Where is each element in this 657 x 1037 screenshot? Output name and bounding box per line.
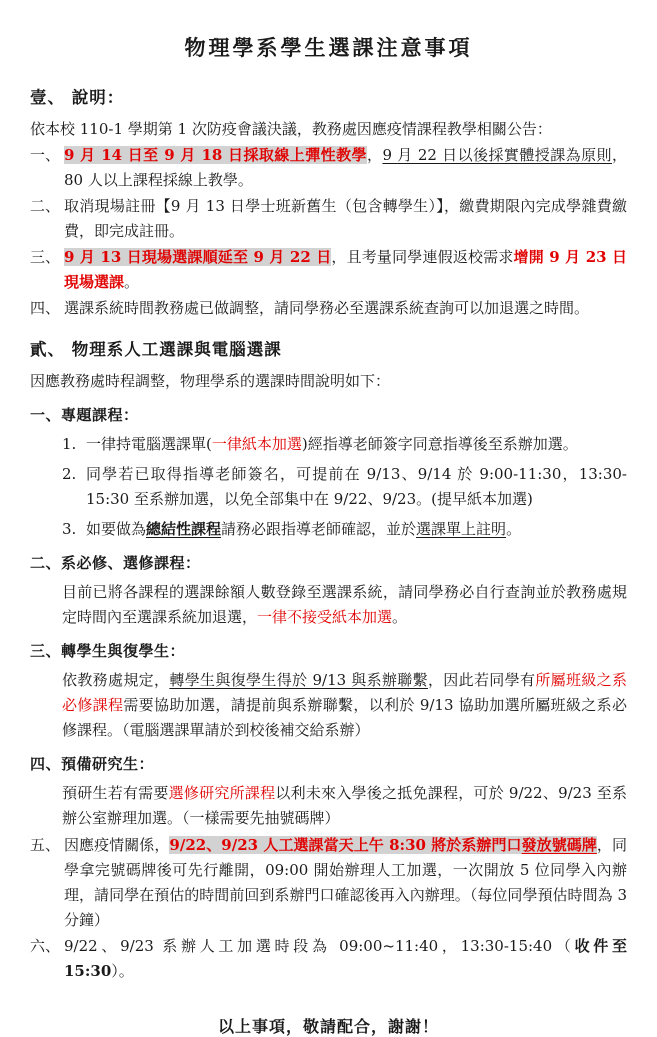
section-2-heading: [30, 336, 627, 360]
text-run: 三、轉學生與復學生：: [30, 642, 186, 660]
text-run: 發放號碼牌: [521, 836, 597, 854]
text-run: 以利未來入學後之抵免課程，可於 9/22、9/23 至系辦公室辦理加選。（一樣需要先抽號碼牌）: [62, 784, 627, 827]
text-run: 依本校 110-1 學期第 1 次防疫會議決議，教務處因應疫情課程教學相關公告：: [30, 120, 552, 138]
list-marker: 一、: [30, 146, 61, 164]
list-marker: 五、: [30, 836, 61, 854]
text-run: ，且考量同學連假返校需求: [331, 248, 514, 266]
text-run: ，: [366, 146, 383, 164]
text-run: ，因此若同學有: [427, 671, 536, 689]
text-run: ，同學拿完號碼牌後可先行離開，09:00 開始辦理人工加選，一次開放 5 位同學入內辦理，請同學在預估的時間前回到系辦門口確認後再入內辦理。（每位同學預估時間為 3 分鐘）: [64, 836, 627, 929]
section-2-intro: [30, 369, 627, 394]
list-marker: 1.: [62, 435, 77, 453]
text-run: 9 月 22 日以後採實體授課為原則: [382, 146, 612, 164]
transfer-students-paragraph: [62, 668, 627, 743]
section-1-heading: [30, 84, 627, 108]
text-run: 一、專題課程：: [30, 406, 139, 424]
text-run: 同學若已取得指導老師簽名，可提前在 9/13、9/14 於 9:00-11:30，13:30-15:30 至系辦加選，以免全部集中在 9/22、9/23。(提早紙本加選): [86, 465, 627, 508]
notice-item-1: [30, 143, 627, 193]
block-content: [30, 340, 282, 359]
text-run: 預研生若有需要: [62, 784, 169, 802]
block-content: [64, 833, 627, 933]
text-run: 一律紙本加選: [211, 435, 302, 453]
block-content: [86, 462, 627, 512]
text-run: 選課單上註明: [416, 520, 507, 538]
notice-item-2: [30, 194, 627, 244]
text-run: 請務必跟指導老師確認，並於: [221, 520, 417, 538]
text-run: 一律持電腦選課單(: [86, 435, 212, 453]
text-run: 需要協助加選，請提前與系辦聯繫，以利於 9/13 協助加選所屬班級之系必修課程。（電腦選課單請於到校後補交給系辦）: [62, 696, 627, 739]
subsection-project-courses-heading: [30, 404, 627, 426]
list-marker: 六、: [30, 937, 61, 955]
block-content: [62, 671, 627, 739]
text-run: 四、預備研究生：: [30, 755, 155, 773]
text-run: 取消現場註冊【9 月 13 日學士班新舊生（包含轉學生）】，繳費期限內完成學雜費繳費，即完成註冊。: [64, 197, 627, 240]
text-run: 貳、 物理系人工選課與電腦選課: [30, 340, 282, 359]
document-body: [30, 84, 627, 984]
project-course-item-3: [62, 517, 627, 542]
block-content: [30, 642, 185, 660]
block-content: [30, 554, 201, 572]
subsection-required-elective-heading: [30, 552, 627, 574]
text-run: 因應疫情關係，: [64, 836, 170, 854]
text-run: 壹、 說明：: [30, 88, 125, 107]
block-content: [30, 120, 552, 138]
list-marker: 3.: [62, 520, 77, 538]
section-1-intro: [30, 117, 627, 142]
text-run: 9 月 14 日至 9 月 18 日採取線上彈性教學: [64, 146, 367, 164]
block-content: [62, 784, 627, 827]
list-marker: 三、: [30, 248, 61, 266]
subsection-pre-grad-heading: [30, 753, 627, 775]
closing-line: 以上事項，敬請配合，謝謝！: [217, 1017, 439, 1036]
list-marker: 2.: [62, 465, 77, 483]
required-elective-paragraph: [62, 580, 627, 630]
notice-item-4: [30, 296, 627, 321]
block-content: [64, 296, 627, 321]
block-content: [30, 372, 390, 390]
text-run: 9 月 13 日現場選課順延至 9 月 22 日: [64, 248, 332, 266]
text-run: 一律不接受紙本加選: [257, 608, 393, 626]
text-run: 所屬班級之系必修課程: [62, 671, 627, 714]
text-run: 。: [506, 520, 522, 538]
text-run: 如要做為: [86, 520, 147, 538]
text-run: ）。: [111, 962, 134, 980]
list-marker: 二、: [30, 197, 61, 215]
project-course-item-2: [62, 462, 627, 512]
text-run: 9/22、9/23 系辦人工加選時段為 09:00~11:40，13:30-15:40（: [64, 937, 575, 955]
text-run: 。: [392, 608, 408, 626]
notice-item-6: [30, 934, 627, 984]
notice-item-3: [30, 245, 627, 295]
text-run: 總結性課程: [146, 520, 222, 538]
pre-grad-paragraph: [62, 781, 627, 831]
text-run: 轉學生與復學生得於 9/13 與系辦聯繫: [169, 671, 428, 689]
text-run: 選課系統時間教務處已做調整，請同學務必至選課系統查詢可以加退選之時間。: [64, 299, 590, 317]
text-run: 9/22、9/23 人工選課當天上午 8:30 將於系辦門口: [169, 836, 522, 854]
text-run: 增開 9 月 23 日現場選課: [64, 248, 627, 291]
text-run: 因應教務處時程調整，物理學系的選課時間說明如下：: [30, 372, 391, 390]
text-run: 。: [124, 273, 140, 291]
notice-item-5: [30, 833, 627, 933]
text-run: 依教務處規定，: [62, 671, 170, 689]
document-title: 物理學系學生選課注意事項: [184, 35, 473, 60]
block-content: [86, 517, 627, 542]
text-run: 收件至 15:30: [64, 937, 627, 980]
text-run: ，80 人以上課程採線上教學。: [64, 146, 627, 189]
block-content: [30, 755, 154, 773]
text-run: 目前已將各課程的選課餘額人數登錄至選課系統，請同學務必自行查詢並於教務處規定時間內至選課系統加退選，: [62, 583, 627, 626]
block-content: [62, 583, 627, 626]
block-content: [30, 88, 124, 107]
block-content: [64, 194, 627, 244]
subsection-transfer-students-heading: [30, 640, 627, 662]
project-course-item-1: [62, 432, 627, 457]
text-run: )經指導老師簽字同意指導後至系辦加選。: [301, 435, 578, 453]
block-content: [64, 934, 627, 984]
text-run: 選修研究所課程: [168, 784, 276, 802]
block-content: [64, 143, 627, 193]
block-content: [30, 406, 139, 424]
block-content: [86, 432, 627, 457]
list-marker: 四、: [30, 299, 61, 317]
block-content: [64, 245, 627, 295]
text-run: 二、系必修、選修課程：: [30, 554, 201, 572]
